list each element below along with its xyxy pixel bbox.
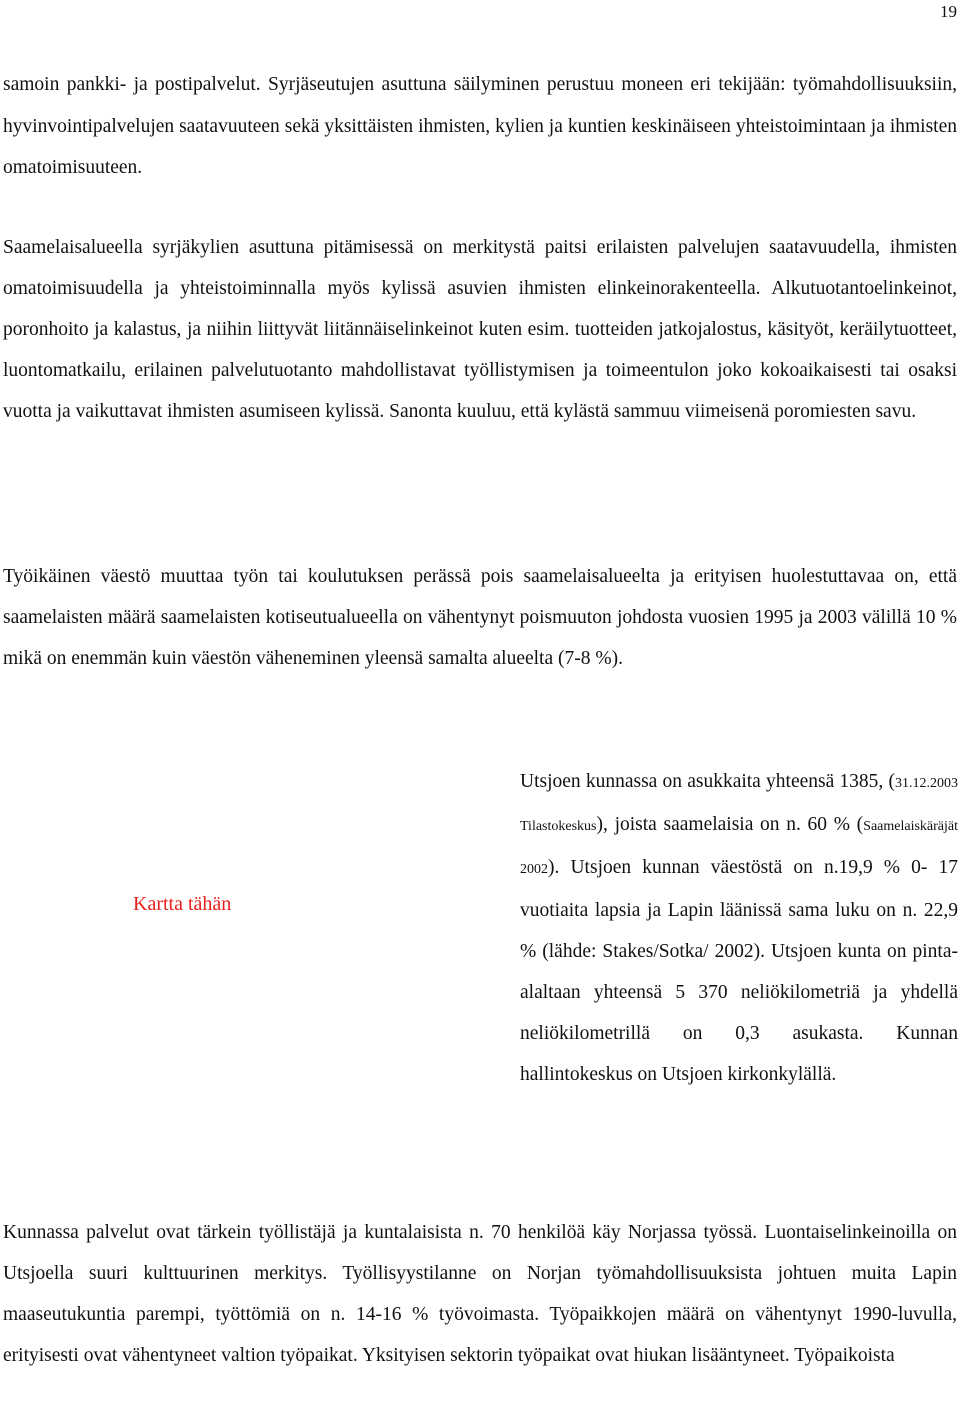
paragraph-rural-services: samoin pankki- ja postipalvelut. Syrjäseutujen asuttuna säilyminen perustuu moneen eri tekijään: työmahdollisuuksiin, hyvinvointipalvelujen saatavuuteen sekä yksittäisten ihmisten, kylien ja kuntien keskinäiseen yhteistoimintaan ja ihmisten omatoimisuuteen. [3, 74, 957, 178]
paragraph-utsjoki-statistics [520, 761, 958, 1095]
utsjoki-text-part1: Utsjoen kunnassa on asukkaita yhteensä 1385, ( [520, 771, 895, 792]
page-number: 19 [940, 2, 957, 21]
source-reference-tilastokeskus: 31.12.2003 Tilastokeskus [520, 776, 958, 834]
source-reference-saamelaiskarajat: Saamelaiskäräjät 2002 [520, 819, 958, 877]
paragraph-employment: Kunnassa palvelut ovat tärkein työllistäjä ja kuntalaisista n. 70 henkilöä käy Norjassa työssä. Luontaiselinkeinoilla on Utsjoella suuri kulttuurinen merkitys. Työllisyystilanne on Norjan työmahdollisuuksista johtuen muita Lapin maaseutukuntia parempi, työttömiä on n. 14-16 % työvoimasta. Työpaikkojen määrä on vähentynyt 1990-luvulla, erityisesti ovat vähentyneet valtion työpaikat. Yksityisen sektorin työpaikat ovat hiukan lisääntyneet. Työpaikoista [3, 1222, 957, 1366]
utsjoki-text-part3: ). Utsjoen kunnan väestöstä on n.19,9 % 0- 17 vuotiaita lapsia ja Lapin läänissä sama luku on n. 22,9 % (lähde: Stakes/Sotka/ 2002). Utsjoen kunta on pinta-alaltaan yhteensä 5 370 neliökilometriä ja yhdellä neliökilometrillä on 0,3 asukasta. Kunnan hallintokeskus on Utsjoen kirkonkylällä. [520, 857, 958, 1085]
paragraph-sami-livelihoods: Saamelaisalueella syrjäkylien asuttuna pitämisessä on merkitystä paitsi erilaisten palvelujen saatavuudella, ihmisten omatoimisuudella ja yhteistoiminnalla myös kylissä asuvien ihmisten elinkeinorakenteella. Alkutuotantoelinkeinot, poronhoito ja kalastus, ja niihin liittyvät liitännäiselinkeinot kuten esim. tuotteiden jatkojalostus, käsityöt, keräilytuotteet, luontomatkailu, erilainen palvelutuotanto mahdollistavat työllistymisen ja toimeentulon joko kokoaikaisesti tai osaksi vuotta ja vaikuttavat ihmisten asumiseen kylissä. Sanonta kuuluu, että kylästä sammuu viimeisenä poromiesten savu. [3, 237, 957, 422]
utsjoki-text-part2: ), joista saamelaisia on n. 60 % ( [596, 814, 864, 835]
map-placeholder: Kartta tähän [133, 893, 232, 915]
paragraph-population-decline: Työikäinen väestö muuttaa työn tai koulutuksen perässä pois saamelaisalueelta ja erityisen huolestuttavaa on, että saamelaisten määrä saamelaisten kotiseutualueella on vähentynyt poismuuton johdosta vuosien 1995 ja 2003 välillä 10 % mikä on enemmän kuin väestön väheneminen yleensä samalta alueelta (7-8 %). [3, 566, 957, 669]
